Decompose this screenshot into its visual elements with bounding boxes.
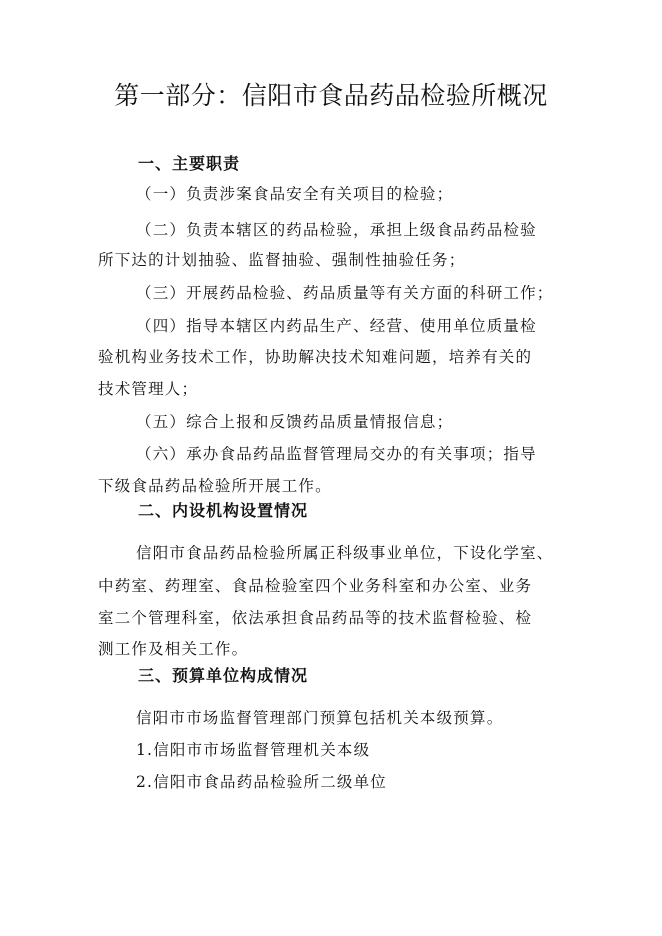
organization-line-2: 中药室、药理室、食品检验室四个业务科室和办公室、业务 [98,577,533,595]
budget-units-line-3: 2.信阳市食品药品检验所二级单位 [136,773,387,791]
budget-units-line-1: 信阳市市场监督管理部门预算包括机关本级预算。 [136,709,504,727]
section-heading-duties: 一、主要职责 [138,154,241,173]
duties-line-5: （四）指导本辖区内药品生产、经营、使用单位质量检 [136,317,537,335]
duties-line-3: 所下达的计划抽验、监督抽验、强制性抽验任务； [98,251,466,269]
duties-line-4: （三）开展药品检验、药品质量等有关方面的科研工作； [136,284,554,302]
duties-line-6: 验机构业务技术工作，协助解决技术知难问题，培养有关的 [98,348,533,366]
duties-line-1: （一）负责涉案食品安全有关项目的检验； [136,185,454,203]
duties-line-7: 技术管理人； [98,380,199,398]
duties-line-2: （二）负责本辖区的药品检验，承担上级食品药品检验 [136,221,537,239]
organization-line-4: 测工作及相关工作。 [98,640,249,658]
page-title: 第一部分：信阳市食品药品检验所概况 [114,81,548,110]
duties-line-9: （六）承办食品药品监督管理局交办的有关事项；指导 [136,445,537,463]
budget-units-line-2: 1.信阳市市场监督管理机关本级 [136,741,371,759]
organization-line-1: 信阳市食品药品检验所属正科级事业单位，下设化学室、 [136,544,554,562]
section-heading-organization: 二、内设机构设置情况 [138,501,309,520]
section-heading-budget-units: 三、预算单位构成情况 [138,666,309,685]
duties-line-10: 下级食品药品检验所开展工作。 [98,477,332,495]
organization-line-3: 室二个管理科室，依法承担食品药品等的技术监督检验、检 [98,609,533,627]
duties-line-8: （五）综合上报和反馈药品质量情报信息； [136,413,454,431]
